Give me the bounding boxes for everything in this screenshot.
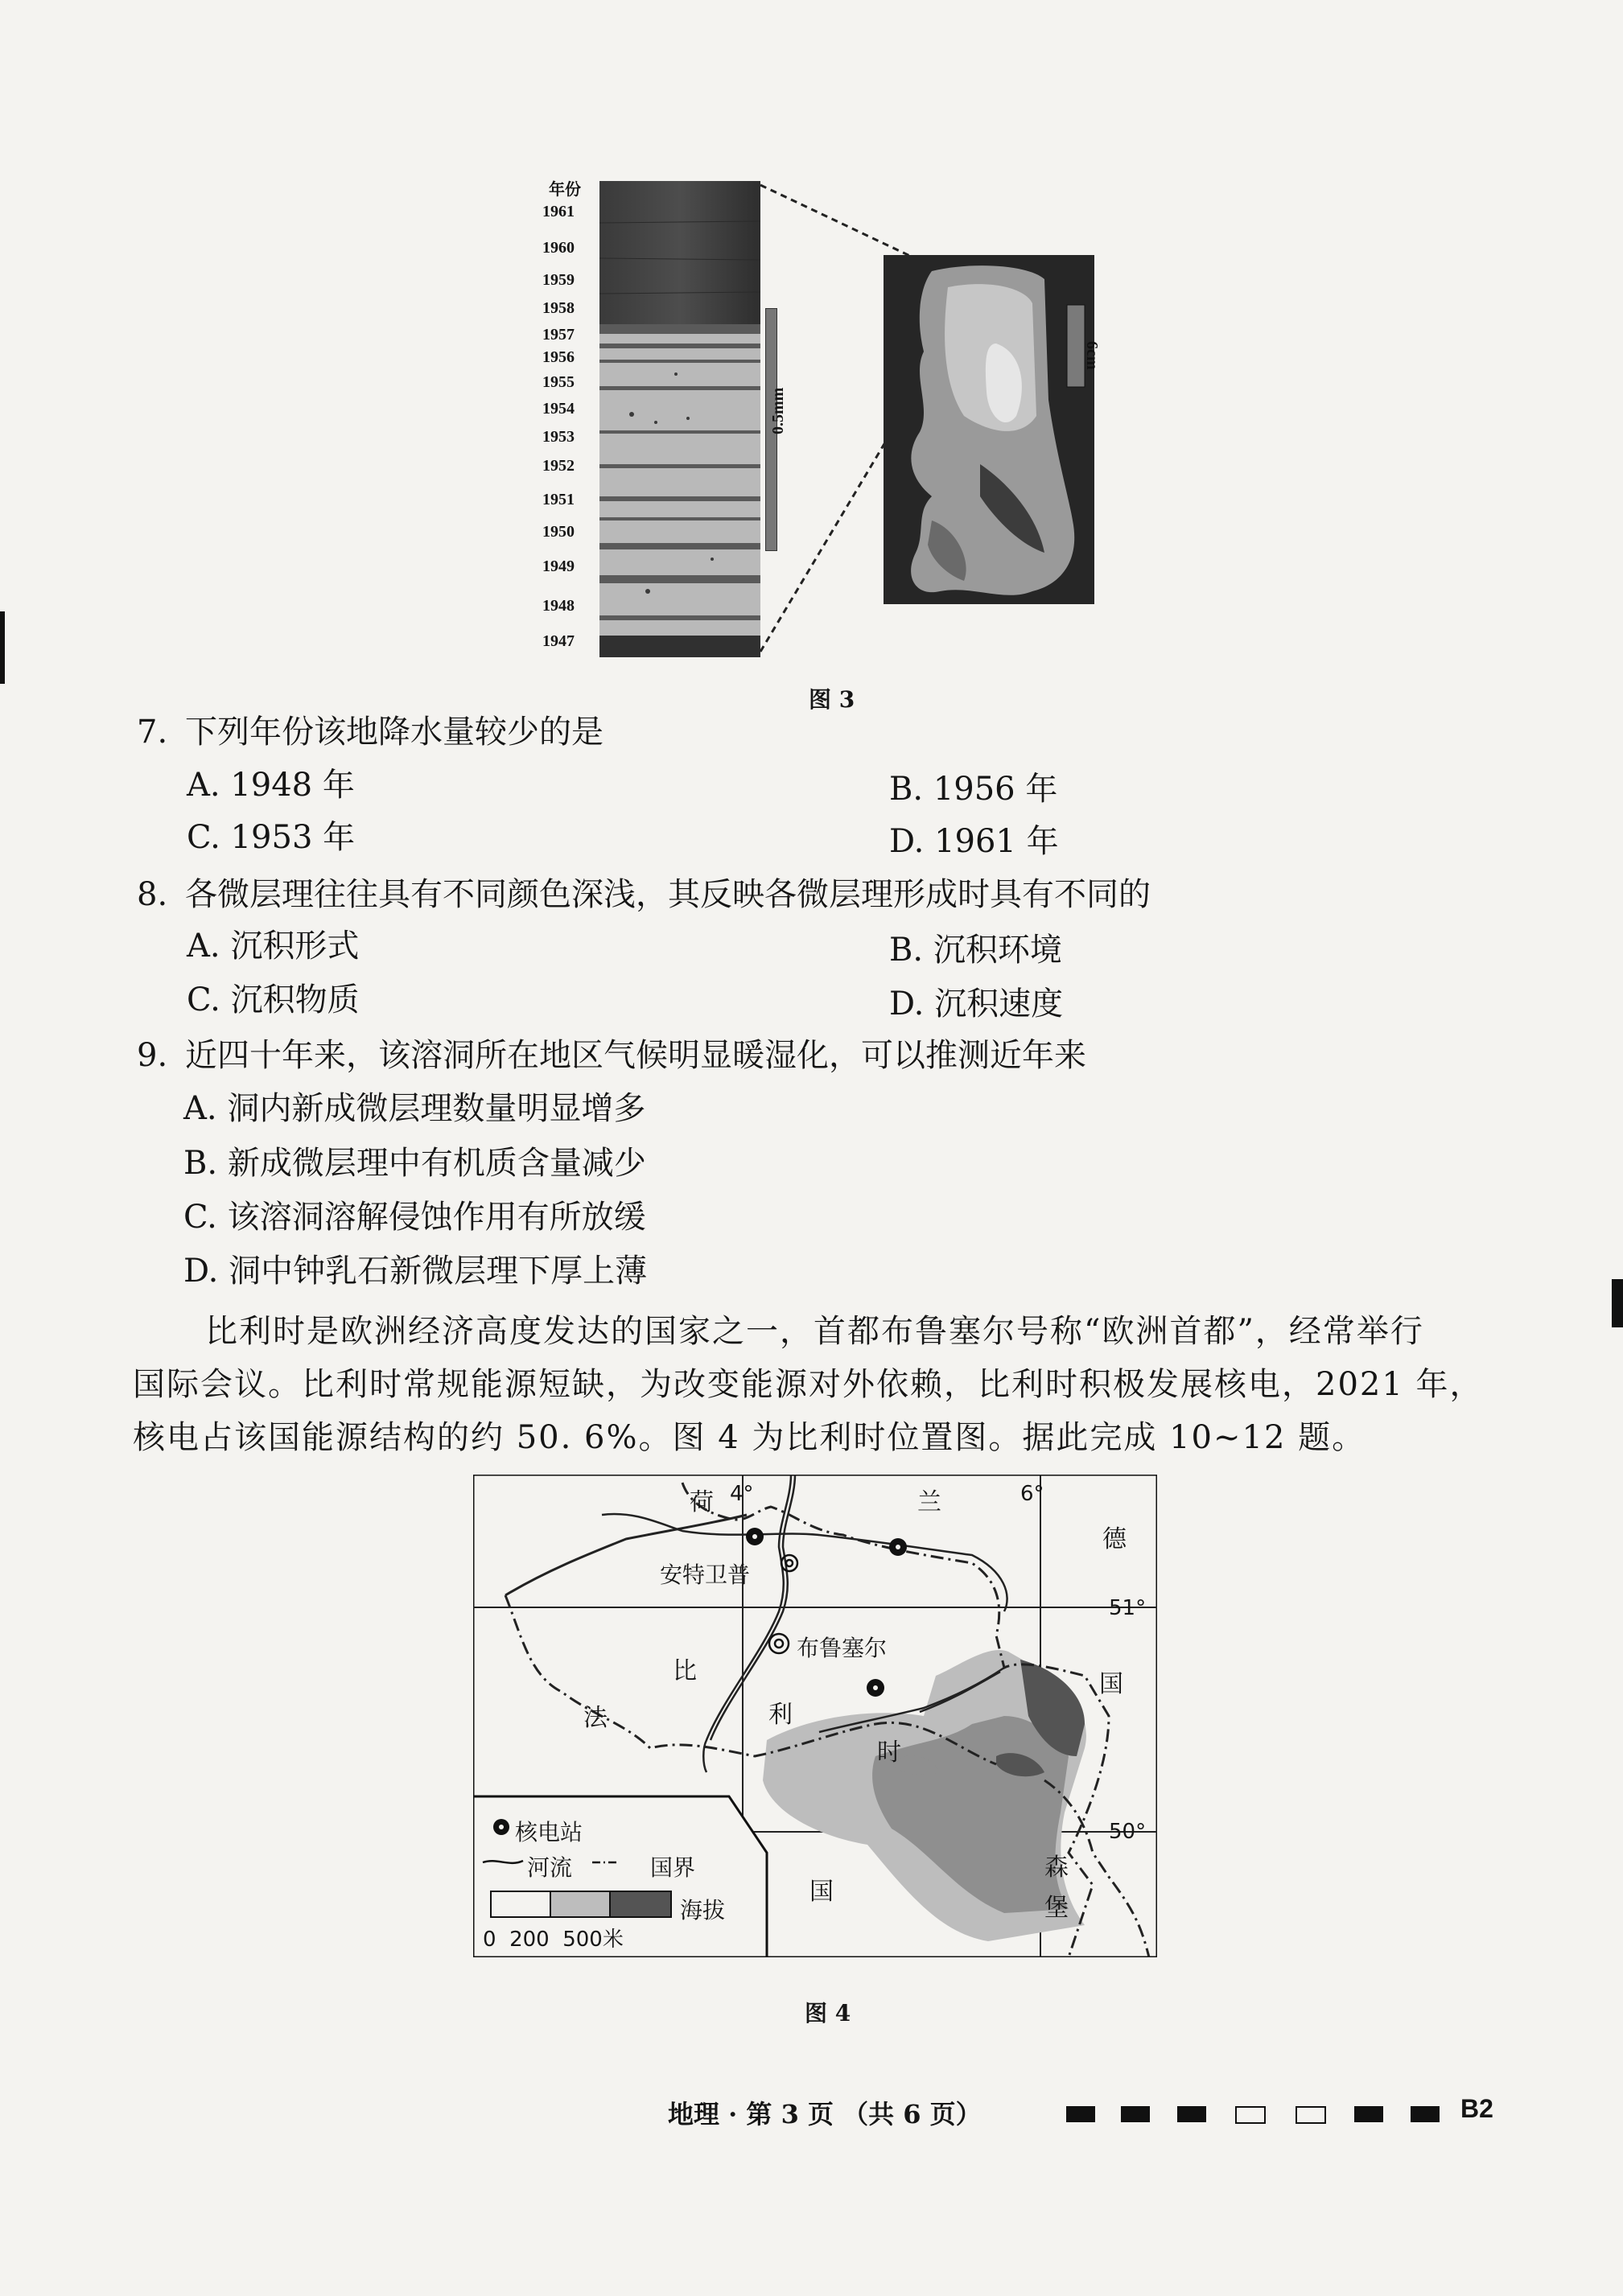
- year-label: 1954: [542, 400, 575, 418]
- option-b: B. 1956 年: [889, 771, 1058, 808]
- passage-line-1: 比利时是欧洲经济高度发达的国家之一，首都布鲁塞尔号称“欧洲首都”，经常举行: [205, 1313, 1424, 1350]
- question-text: 各微层理往往具有不同颜色深浅，其反映各微层理形成时具有不同的: [185, 876, 1151, 913]
- legend-elevation-label: 海拔: [680, 1897, 726, 1924]
- passage-line-3: 核电占该国能源结构的约 50. 6%。图 4 为比利时位置图。据此完成 10~12 题。: [133, 1419, 1366, 1456]
- footer-page-info: 地理 · 第 3 页 （共 6 页）: [668, 2099, 982, 2129]
- label-belgium-1: 比: [673, 1657, 697, 1685]
- option-a: A. 1948 年: [187, 767, 355, 804]
- year-label: 1952: [542, 457, 575, 475]
- option-d: D. 1961 年: [889, 823, 1059, 860]
- label-belgium-2: 利: [768, 1701, 793, 1729]
- year-label: 1949: [542, 558, 575, 575]
- question-number: 7.: [137, 714, 168, 751]
- option-b: B. 新成微层理中有机质含量减少: [183, 1145, 646, 1182]
- figure-4-caption: 图 4: [805, 2000, 851, 2026]
- footer-code-marks: [1066, 2103, 1444, 2124]
- label-lat-51: 51°: [1109, 1596, 1147, 1620]
- year-label: 1960: [542, 239, 575, 257]
- question-text: 下列年份该地降水量较少的是: [185, 714, 603, 751]
- year-label: 1948: [542, 597, 575, 615]
- label-france-1: 法: [583, 1704, 608, 1732]
- scale-label-0-5mm: 0.5mm: [769, 387, 787, 434]
- year-label: 1955: [542, 373, 575, 391]
- label-antwerp: 安特卫普: [660, 1562, 751, 1588]
- label-netherlands-2: 兰: [917, 1488, 941, 1516]
- stalactite-photo: [884, 255, 1094, 604]
- passage-line-2: 国际会议。比利时常规能源短缺，为改变能源对外依赖，比利时积极发展核电，2021 年，: [133, 1366, 1484, 1403]
- label-belgium-3: 时: [877, 1738, 901, 1767]
- footer-code: B2: [1460, 2094, 1493, 2123]
- legend-nuclear-label: 核电站: [515, 1819, 583, 1845]
- scan-edge-mark-left: [0, 611, 5, 684]
- legend-scale-ticks: 0 200 500米: [483, 1928, 624, 1952]
- option-c: C. 1953 年: [187, 819, 356, 856]
- year-label: 1947: [542, 632, 575, 650]
- label-brussels: 布鲁塞尔: [797, 1635, 888, 1661]
- stalactite-layers-photo: [599, 181, 760, 657]
- label-lon-6: 6°: [1020, 1482, 1044, 1506]
- option-a: A. 沉积形式: [187, 928, 360, 965]
- year-label: 1950: [542, 523, 575, 541]
- option-a: A. 洞内新成微层理数量明显增多: [183, 1090, 646, 1127]
- label-luxembourg-2: 堡: [1044, 1894, 1069, 1922]
- legend-river-label: 河流: [527, 1854, 573, 1881]
- option-c: C. 沉积物质: [187, 981, 360, 1018]
- label-germany-2: 国: [1099, 1670, 1123, 1698]
- year-label: 1953: [542, 428, 575, 446]
- question-number: 9.: [137, 1037, 168, 1074]
- option-d: D. 洞中钟乳石新微层理下厚上薄: [183, 1253, 648, 1290]
- year-label: 1958: [542, 299, 575, 317]
- question-text: 近四十年来，该溶洞所在地区气候明显暖湿化，可以推测近年来: [185, 1037, 1086, 1074]
- option-b: B. 沉积环境: [889, 932, 1062, 969]
- legend-border-label: 国界: [650, 1854, 696, 1881]
- label-lat-50: 50°: [1109, 1820, 1147, 1844]
- label-netherlands-1: 荷: [690, 1488, 714, 1516]
- option-d: D. 沉积速度: [889, 985, 1064, 1023]
- option-c: C. 该溶洞溶解侵蚀作用有所放缓: [183, 1199, 646, 1236]
- year-label: 1951: [542, 491, 575, 508]
- label-germany-1: 德: [1102, 1525, 1127, 1553]
- year-label: 1956: [542, 348, 575, 366]
- year-label: 1959: [542, 271, 575, 289]
- label-lon-4: 4°: [730, 1482, 754, 1506]
- label-luxembourg-1: 森: [1044, 1854, 1069, 1882]
- year-label: 1961: [542, 203, 575, 220]
- year-header: 年份: [549, 181, 581, 199]
- scale-label-6cm: 6cm: [1083, 341, 1101, 370]
- label-france-2: 国: [809, 1878, 834, 1906]
- scan-edge-mark-right: [1612, 1279, 1623, 1327]
- year-label: 1957: [542, 326, 575, 344]
- figure-3-caption: 图 3: [809, 686, 855, 713]
- question-number: 8.: [137, 876, 168, 913]
